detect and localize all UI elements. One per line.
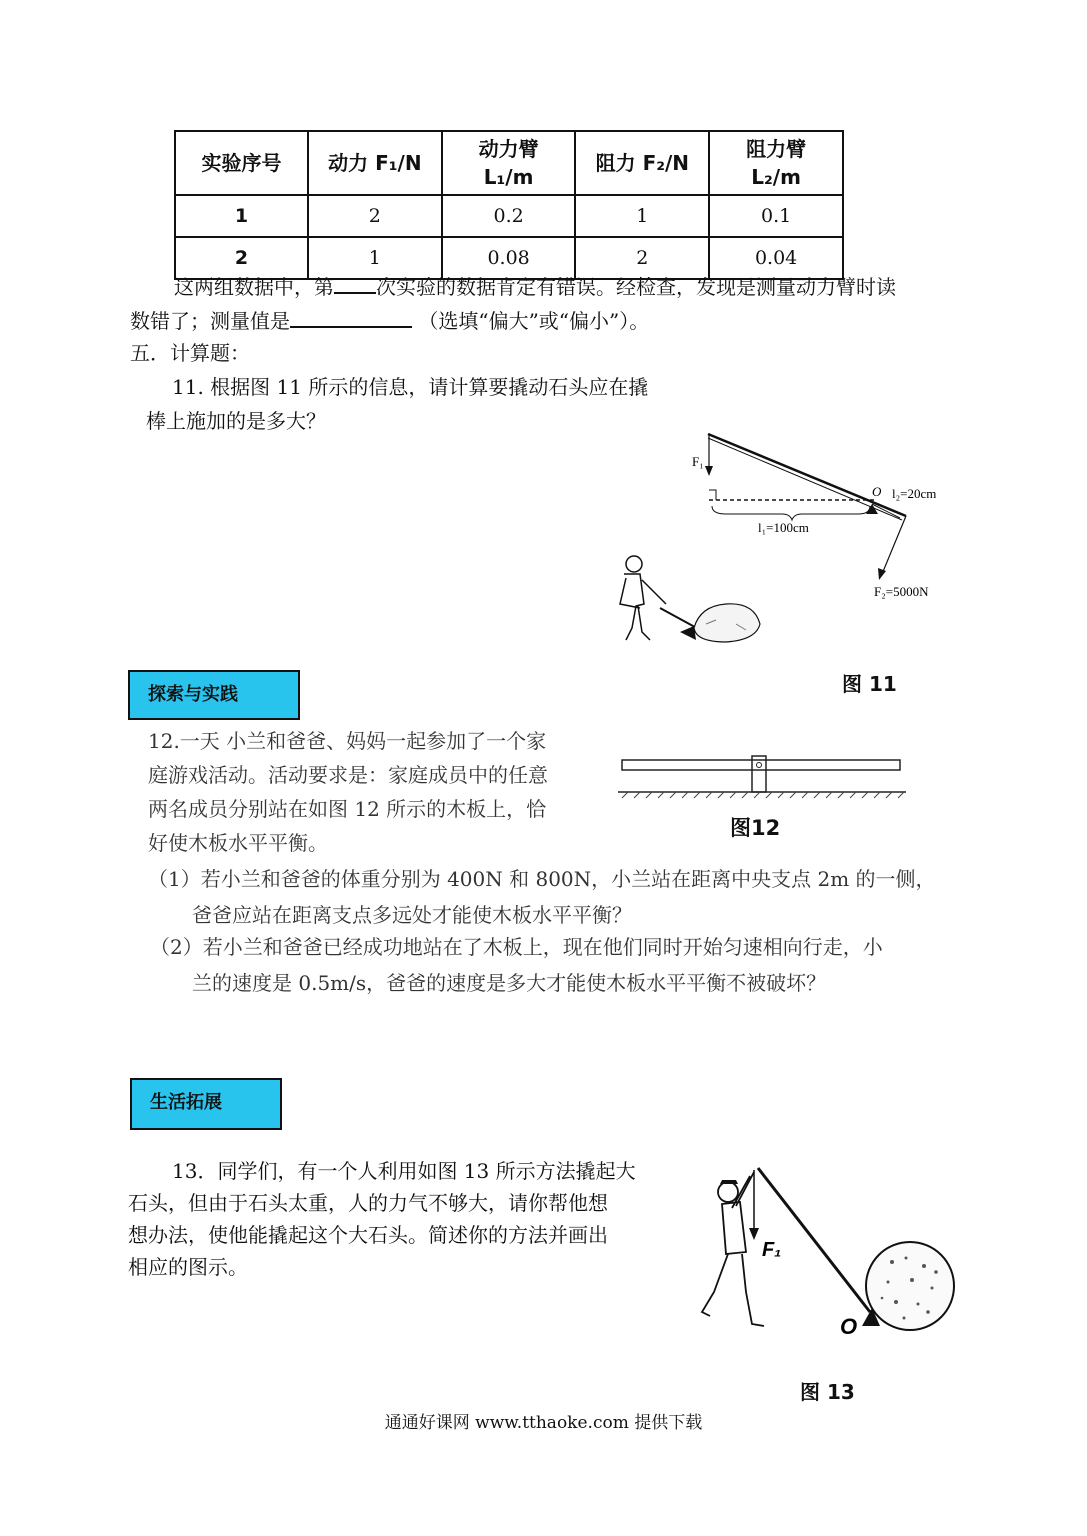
q10-text: 次实验的数据肯定有错误。经检查，发现是测量动力臂时读 [376, 275, 896, 299]
experiment-table [174, 130, 844, 280]
q11-line2: 棒上施加的是多大？ [146, 409, 326, 433]
section-tag-life: 生活拓展 [130, 1078, 282, 1130]
answer-blank [334, 270, 376, 294]
person-torso [722, 1202, 746, 1254]
q12-line3: 两名成员分别站在如图 12 所示的木板上，恰 [148, 797, 547, 821]
small-stone [680, 626, 696, 640]
table-cell: 2 [175, 237, 308, 279]
table-header-cell: 动力臂 L₁/m [442, 131, 576, 195]
f1-label: F₁ [762, 1239, 782, 1261]
pivot-point [757, 763, 762, 768]
q12-line4: 好使木板水平平衡。 [148, 831, 328, 855]
q12-part1-line2: 爸爸应站在距离支点多远处才能使木板水平平衡？ [192, 903, 632, 927]
table-cell: 1 [175, 195, 308, 237]
o-label: O [872, 484, 882, 499]
l1-brace [712, 506, 870, 520]
table-cell: 1 [575, 195, 709, 237]
table-header-cell: 阻力臂 L₂/m [709, 131, 843, 195]
figure-11-caption: 图 11 [842, 672, 897, 696]
table-header-row [175, 131, 843, 195]
person-head [718, 1182, 738, 1202]
q11-line1: 11. 根据图 11 所示的信息，请计算要撬动石头应在撬 [172, 375, 649, 399]
q13-line2: 石头，但由于石头太重，人的力气不够大，请你帮他想 [128, 1191, 608, 1215]
o-label: O [840, 1314, 858, 1339]
table-header-cell: 实验序号 [175, 131, 308, 195]
f1-arrow-head [749, 1228, 759, 1240]
q10-text: （选填“偏大”或“偏小”）。 [418, 309, 650, 333]
lever-bar [708, 434, 906, 516]
figure-13-lever-man [692, 1162, 968, 1342]
table-row [175, 195, 843, 237]
answer-blank [290, 304, 412, 328]
table-cell: 1 [308, 237, 442, 279]
table-cell: 2 [575, 237, 709, 279]
page-footer: 通通好课网 www.tthaoke.com 提供下载 [384, 1413, 703, 1433]
l2-label: l₂=20cm [892, 486, 937, 501]
q10-text: 数错了；测量值是 [130, 309, 290, 333]
q13-line3: 想办法，使他能撬起这个大石头。简述你的方法并画出 [128, 1223, 608, 1247]
table-header-cell: 动力 F₁/N [308, 131, 442, 195]
table-cell: 0.2 [442, 195, 576, 237]
figure-12-seesaw [616, 750, 908, 806]
f2-arrow-head [878, 568, 886, 580]
person-head [626, 556, 642, 572]
q13-line4: 相应的图示。 [128, 1255, 248, 1279]
table-header-cell: 阻力 F₂/N [575, 131, 709, 195]
big-rock [866, 1242, 954, 1330]
q12-line2: 庭游戏活动。活动要求是：家庭成员中的任意 [148, 763, 548, 787]
ground-hatch [622, 792, 904, 798]
person-body [620, 574, 666, 640]
table-cell: 0.08 [442, 237, 576, 279]
table-cell: 2 [308, 195, 442, 237]
f2-arrow-line [882, 516, 906, 574]
q10-line2 [130, 304, 649, 338]
f1-arrow-head [705, 466, 713, 476]
person-cap [720, 1180, 738, 1184]
q12-part2-line2: 兰的速度是 0.5m/s，爸爸的速度是多大才能使木板水平平衡不被破坏？ [192, 971, 827, 995]
q12-part1-line1: （1）若小兰和爸爸的体重分别为 400N 和 800N，小兰站在距离中央支点 2m 的一侧， [148, 867, 936, 891]
q12-part2-line1: （2）若小兰和爸爸已经成功地站在了木板上，现在他们同时开始匀速相向行走，小 [150, 935, 883, 959]
f1-label: F₁ [692, 454, 704, 469]
figure-11-lever-diagram [596, 428, 976, 660]
q12-line1: 12.一天 小兰和爸爸、妈妈一起参加了一个家 [148, 729, 547, 753]
q10-line1 [174, 270, 896, 304]
q10-text: 这两组数据中，第 [174, 275, 334, 299]
table-cell: 0.04 [709, 237, 843, 279]
person-legs [702, 1254, 764, 1326]
table-cell: 0.1 [709, 195, 843, 237]
section-heading: 五．计算题： [130, 341, 250, 365]
l1-label: l₁=100cm [758, 520, 809, 535]
figure-13-caption: 图 13 [800, 1380, 855, 1404]
q13-line1: 13．同学们，有一个人利用如图 13 所示方法撬起大 [172, 1159, 636, 1183]
figure-12-caption: 图12 [730, 816, 781, 840]
rock-shape [694, 604, 760, 642]
f2-label: F₂=5000N [874, 584, 929, 599]
right-angle-mark [709, 490, 716, 500]
section-tag-explore: 探索与实践 [128, 670, 300, 720]
person-arms [732, 1172, 754, 1208]
central-support [752, 756, 766, 792]
